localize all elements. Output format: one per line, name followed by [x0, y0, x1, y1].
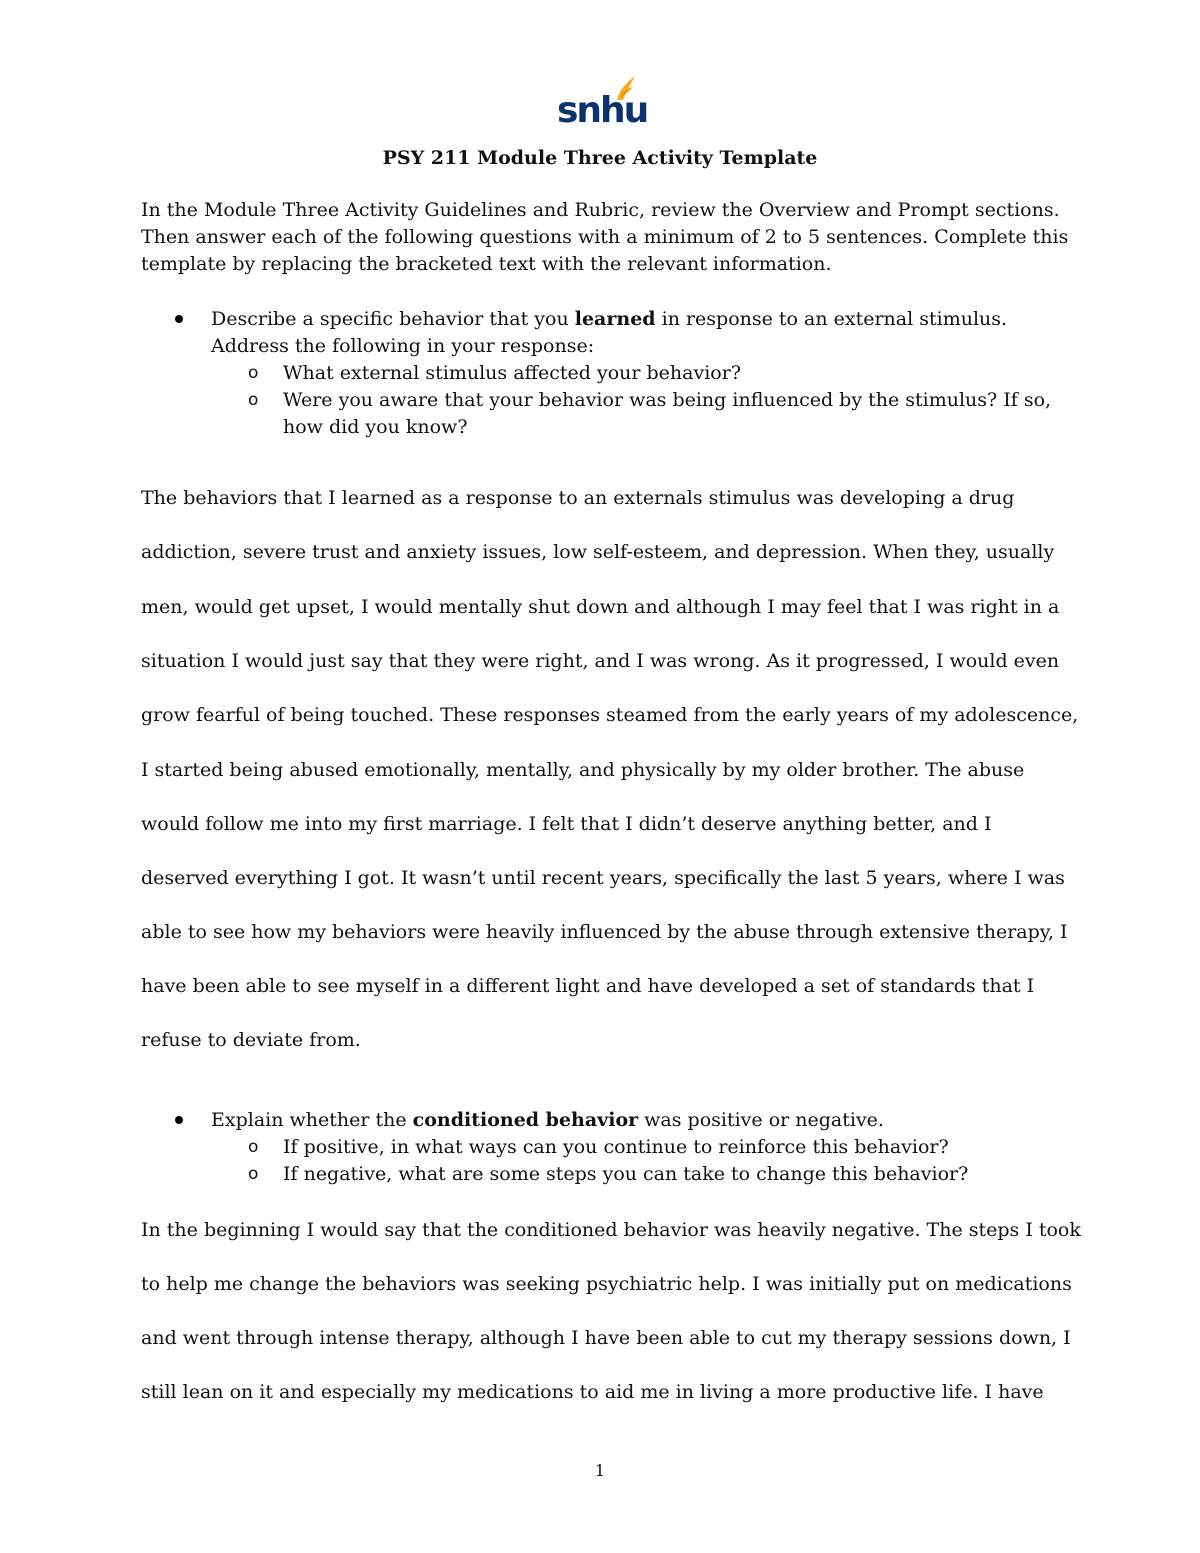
snhu-logo — [557, 74, 648, 132]
question1-prompt-line2: Address the following in your response: — [211, 335, 595, 357]
question1-prompt — [211, 306, 1007, 333]
question2-sub-item: If positive, in what ways can you continue to reinforce this behavior? — [283, 1136, 949, 1158]
question1-sub-item: What external stimulus affected your behavior? — [283, 362, 742, 384]
question1-prompt-start: Describe a specific behavior that you — [211, 308, 575, 330]
question2-prompt — [211, 1107, 884, 1134]
question2-sub-item: If negative, what are some steps you can take to change this behavior? — [283, 1163, 969, 1185]
question2-prompt-start: Explain whether the — [211, 1109, 413, 1131]
answer2-line: still lean on it and especially my medications to aid me in living a more productive life. I have — [141, 1381, 1044, 1403]
bullet-icon — [175, 315, 183, 323]
question1-prompt-bold: learned — [574, 308, 656, 330]
answer2-line: and went through intense therapy, although I have been able to cut my therapy sessions down, I — [141, 1327, 1071, 1349]
intro-line: In the Module Three Activity Guidelines and Rubric, review the Overview and Prompt sections. — [141, 199, 1060, 221]
answer1-line: addiction, severe trust and anxiety issues, low self-esteem, and depression. When they, usually — [141, 541, 1055, 563]
intro-paragraph — [141, 197, 1068, 278]
intro-line: Then answer each of the following questions with a minimum of 2 to 5 sentences. Complete this — [141, 226, 1069, 248]
intro-line: template by replacing the bracketed text with the relevant information. — [141, 253, 832, 275]
answer1-line: refuse to deviate from. — [141, 1029, 361, 1051]
answer1-line: situation I would just say that they were right, and I was wrong. As it progressed, I would even — [141, 650, 1060, 672]
question2-prompt-bold: conditioned behavior — [412, 1109, 639, 1131]
question1-sub-item: Were you aware that your behavior was being influenced by the stimulus? If so, — [283, 389, 1052, 411]
sub-bullet-icon: o — [248, 390, 259, 410]
bullet-icon — [175, 1116, 183, 1124]
answer1-line: able to see how my behaviors were heavily influenced by the abuse through extensive therapy, I — [141, 921, 1068, 943]
answer1-line: I started being abused emotionally, mentally, and physically by my older brother. The abuse — [141, 759, 1025, 781]
sub-bullet-icon: o — [248, 1137, 259, 1157]
question1-prompt-end: in response to an external stimulus. — [655, 308, 1008, 330]
answer1-line: men, would get upset, I would mentally shut down and although I may feel that I was right in a — [141, 596, 1060, 618]
page-number: 1 — [594, 1461, 606, 1480]
logo-text: snhu — [557, 90, 648, 131]
sub-bullet-icon: o — [248, 363, 259, 383]
answer1-line: The behaviors that I learned as a response to an externals stimulus was developing a drug — [141, 487, 1015, 509]
answer1-line: would follow me into my first marriage. I felt that I didn’t deserve anything better, and I — [141, 813, 992, 835]
sub-bullet-icon: o — [248, 1164, 259, 1184]
question1-sub-item-continued: how did you know? — [283, 416, 468, 438]
answer2-line: In the beginning I would say that the conditioned behavior was heavily negative. The steps I took — [141, 1219, 1081, 1241]
answer2-line: to help me change the behaviors was seeking psychiatric help. I was initially put on medications — [141, 1273, 1072, 1295]
answer1-line: have been able to see myself in a different light and have developed a set of standards that I — [141, 975, 1035, 997]
answer1-line: deserved everything I got. It wasn’t until recent years, specifically the last 5 years, where I was — [141, 867, 1065, 889]
document-title: PSY 211 Module Three Activity Template — [382, 147, 818, 169]
question2-prompt-end: was positive or negative. — [638, 1109, 884, 1131]
answer1-line: grow fearful of being touched. These responses steamed from the early years of my adolescence, — [141, 704, 1079, 726]
